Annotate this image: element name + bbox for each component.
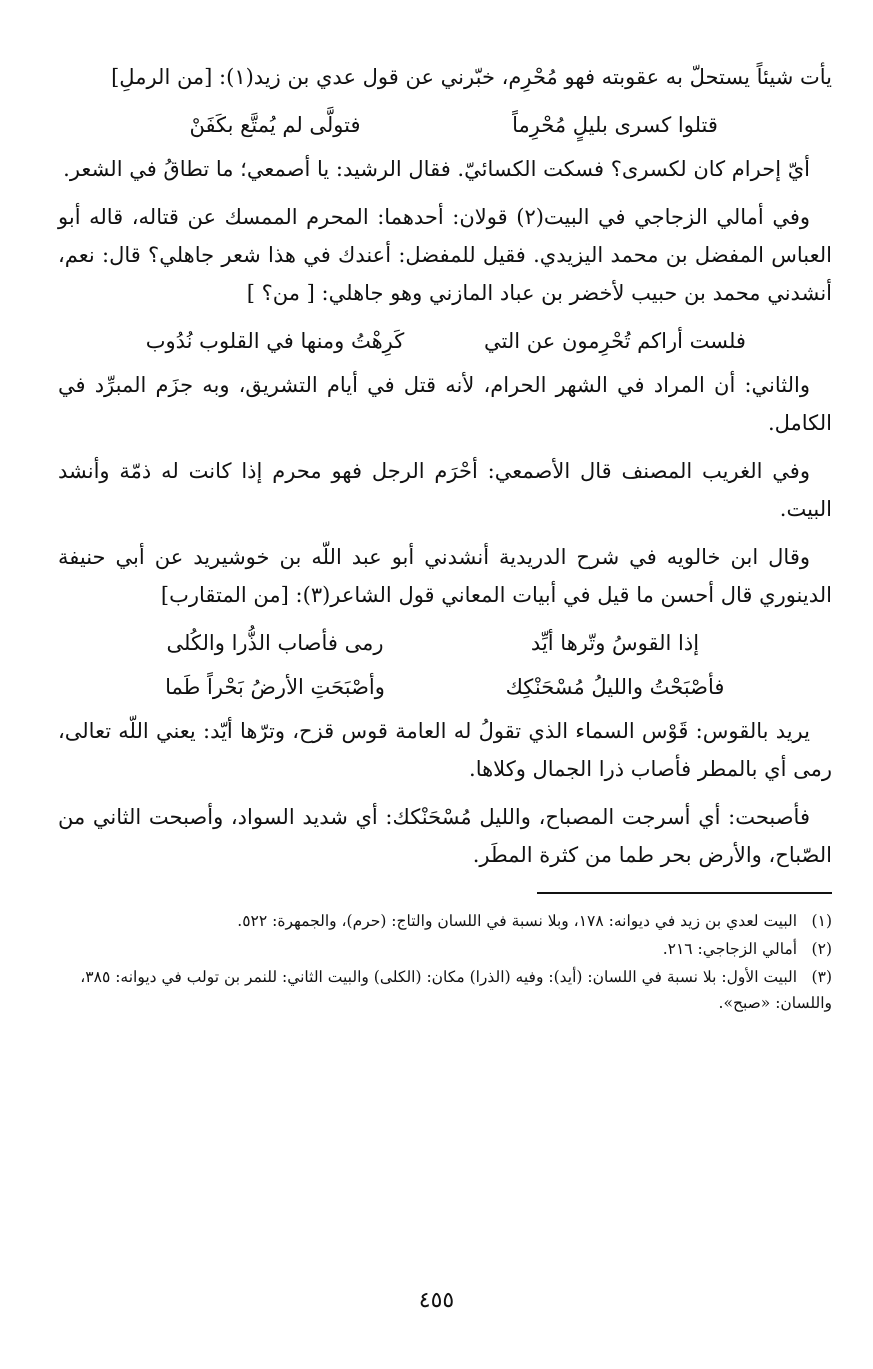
footnote-number: (١) (811, 912, 832, 930)
page-body (58, 58, 832, 1018)
verse-line (58, 106, 832, 144)
paragraph: يأت شيئاً يستحلّ به عقوبته فهو مُحْرِم، خبّرني عن قول عدي بن زيد(١): [من الرملِ] (111, 65, 832, 89)
verse-second-hemistich: رمى فأصاب الذُّرا والكُلى (166, 631, 384, 655)
verse-line (58, 624, 832, 662)
verse-first-hemistich: إذا القوسُ وتّرها أيِّد (530, 631, 700, 655)
verse-first-hemistich: فأصْبَحْتُ والليلُ مُسْحَنْكِك (505, 675, 725, 699)
paragraph: فأصبحت: أي أسرجت المصباح، والليل مُسْحَنْكك: أي شديد السواد، وأصبحت الثاني من الصّباح، والأرض بحر طما من كثرة المطَر. (58, 805, 832, 867)
footnote-number: (٢) (811, 940, 832, 958)
paragraph: يريد بالقوس: قَوْس السماء الذي تقولُ له العامة قوس قزح، وترّها أيّد: يعني اللّه تعالى، رمى أي بالمطر فأصاب ذرا الجمال وكلاها. (58, 719, 832, 781)
footnote-text: أمالي الزجاجي: ٢١٦. (662, 940, 798, 958)
verse-first-hemistich: فلست أراكم تُحْرِمون عن التي (484, 329, 746, 353)
paragraph: أيّ إحرام كان لكسرى؟ فسكت الكسائيّ. فقال الرشيد: يا أصمعي؛ ما تطاقُ في الشعر. (63, 157, 810, 181)
paragraph: والثاني: أن المراد في الشهر الحرام، لأنه قتل في أيام التشريق، وبه جزَم المبرِّد في الكامل. (58, 373, 832, 435)
footnote-text: البيت لعدي بن زيد في ديوانه: ١٧٨، وبلا نسبة في اللسان والتاج: (حرم)، والجمهرة: ٥٢٢. (237, 912, 798, 930)
verse-line (58, 668, 832, 706)
footnote-number: (٣) (811, 968, 832, 986)
verse-first-hemistich: قتلوا كسرى بليلٍ مُحْرِماً (512, 113, 718, 137)
footnote-divider (537, 892, 832, 894)
footnotes (58, 908, 832, 1016)
verse-line (58, 322, 832, 360)
page-number: ٤٥٥ (418, 1288, 455, 1313)
footnote (58, 936, 832, 962)
footnote (58, 964, 832, 1016)
verse-second-hemistich: وأصْبَحَتِ الأرضُ بَحْراً طَما (165, 675, 385, 699)
footnote-text: البيت الأول: بلا نسبة في اللسان: (أيد): وفيه (الذرا) مكان: (الكلى) والبيت الثاني: للنمر بن تولب في ديوانه: ٣٨٥، واللسان: «صبح». (80, 968, 832, 1012)
footnote (58, 908, 832, 934)
verse-second-hemistich: فتولَّى لم يُمتَّع بكَفَنْ (189, 113, 361, 137)
paragraph: وفي الغريب المصنف قال الأصمعي: أحْرَم الرجل فهو محرم إذا كانت له ذمّة وأنشد البيت. (58, 459, 832, 521)
paragraph: وفي أمالي الزجاجي في البيت(٢) قولان: أحدهما: المحرم الممسك عن قتاله، قاله أبو العباس المفضل بن محمد اليزيدي. فقيل للمفضل: أعندك في هذا شعر جاهلي؟ قال: نعم، أنشدني محمد بن حبيب لأخضر بن عباد المازني وهو جاهلي: [ من؟ ] (58, 205, 832, 305)
paragraph: وقال ابن خالويه في شرح الدريدية أنشدني أبو عبد اللّه بن خوشيريد عن أبي حنيفة الدينوري قال أحسن ما قيل في أبيات المعاني قول الشاعر(٣): [من المتقارب] (58, 545, 832, 607)
verse-second-hemistich: كَرِهْتُ ومنها في القلوب نُدُوب (145, 329, 405, 353)
